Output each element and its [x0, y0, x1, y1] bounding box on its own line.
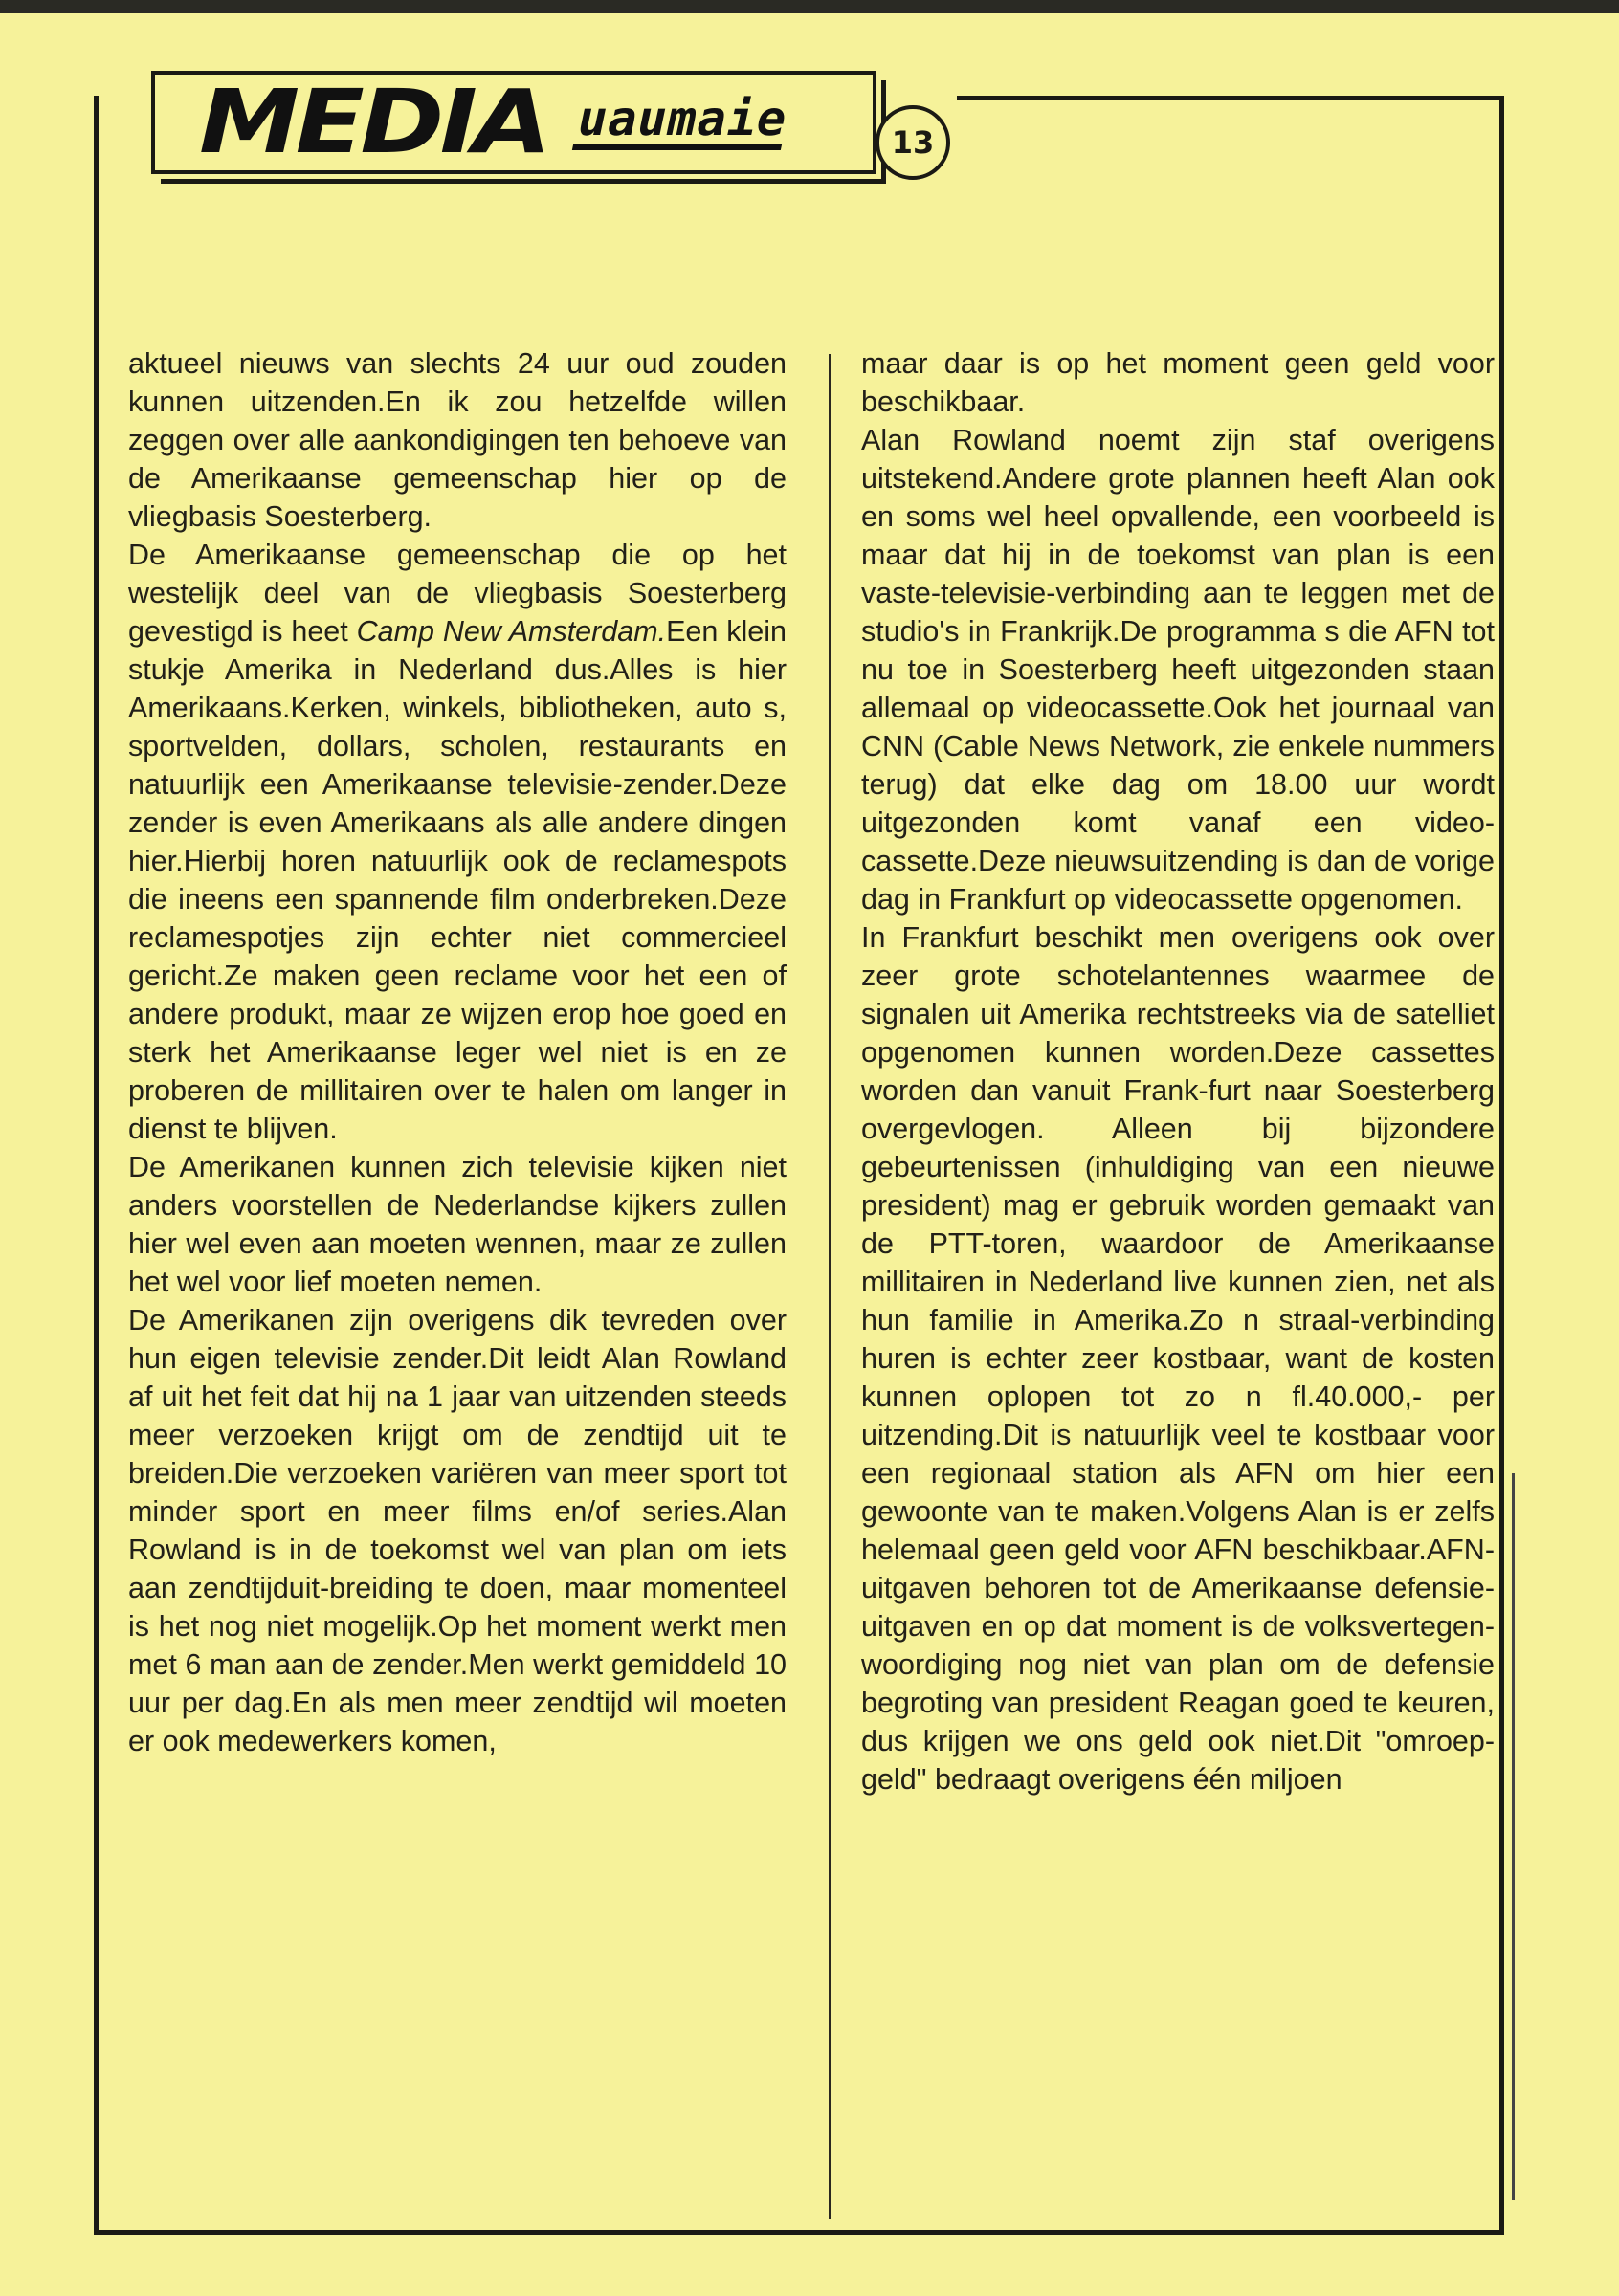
- camp-name-italic: Camp New Amsterdam.: [356, 615, 667, 648]
- right-column: [861, 344, 1504, 1799]
- frame-top-line: [957, 96, 1504, 100]
- logo-media-text: MEDIA: [199, 71, 547, 173]
- left-paragraph-3: De Amerikanen kunnen zich televisie kijken niet anders voorstellen de Nederlandse kijkers zullen hier wel even aan moeten wennen, maar ze zullen het wel voor lief moeten nemen.: [128, 1151, 787, 1298]
- right-paragraph-1: maar daar is op het moment geen geld voor beschikbaar.: [861, 347, 1495, 418]
- left-paragraph-2-end: Een klein stukje Amerika in Nederland dus.Alles is hier Amerikaans.Kerken, winkels, bibliotheken, auto s, sportvelden, dollars, scholen, restaurants en natuurlijk een Amerikaanse televisie-zender.Deze zender is even Amerikaans als alle andere dingen hier.Hierbij horen natuurlijk ook de reclamespots die ineens een spannende film onderbreken.Deze reclamespotjes zijn echter niet commercieel gericht.Ze maken geen reclame voor het een of andere produkt, maar ze wijzen erop hoe goed en sterk het Amerikaanse leger wel niet is en ze proberen de millitairen over te halen om langer in dienst te blijven.: [128, 615, 787, 1145]
- column-divider: [829, 354, 831, 2219]
- left-paragraph-1: aktueel nieuws van slechts 24 uur oud zouden kunnen uitzenden.En ik zou hetzelfde willen zeggen over alle aankondigingen ten behoeve van de Amerikaanse gemeenschap hier op de vliegbasis Soesterberg.: [128, 347, 787, 533]
- page-number-badge: 13: [876, 105, 950, 180]
- top-dark-strip: [0, 0, 1619, 13]
- header-logo-box: [151, 71, 876, 174]
- left-paragraph-4: De Amerikanen zijn overigens dik tevreden over hun eigen televisie zender.Dit leidt Alan Rowland af uit het feit dat hij na 1 jaar van uitzenden steeds meer verzoeken krijgt om de zendtijd uit te breiden.Die verzoeken variëren van meer sport tot minder sport en meer films en/of series.Alan Rowland is in de toekomst wel van plan om iets aan zendtijduit-breiding te doen, maar momenteel is het nog niet mogelijk.Op het moment werkt men met 6 man aan de zender.Men werkt gemiddeld 10 uur per dag.En als men meer zendtijd wil moeten er ook medewerkers komen,: [128, 1304, 787, 1757]
- left-paragraph-2-start: De Amerikaanse gemeenschap die op het westelijk deel van de vliegbasis Soesterberg gevestigd is heet: [128, 539, 787, 648]
- left-column: [128, 344, 787, 1760]
- right-paragraph-2: Alan Rowland noemt zijn staf overigens uitstekend.Andere grote plannen heeft Alan ook en soms wel heel opvallende, een voorbeeld is maar dat hij in de toekomst van plan is een vaste-televisie-verbinding aan te leggen met de studio's in Frankrijk.De programma s die AFN tot nu toe in Soesterberg heeft uitgezonden staan allemaal op videocassette.Ook het journaal van CNN (Cable News Network, zie enkele nummers terug) dat elke dag om 18.00 uur wordt uitgezonden komt vanaf een video-cassette.Deze nieuwsuitzending is dan de vorige dag in Frankfurt op videocassette opgenomen.: [861, 424, 1495, 916]
- right-paragraph-3: In Frankfurt beschikt men overigens ook over zeer grote schotelantennes waarmee de signalen uit Amerika rechtstreeks via de satelliet opgenomen kunnen worden.Deze cassettes worden dan vanuit Frank-furt naar Soesterberg overgevlogen. Alleen bij bijzondere gebeurtenissen (inhuldiging van een nieuwe president) mag er gebruik worden gemaakt van de PTT-toren, waardoor de Amerikaanse millitairen in Nederland live kunnen zien, net als hun familie in Amerika.Zo n straal-verbinding huren is echter zeer kostbaar, want de kosten kunnen oplopen tot zo n fl.40.000,- per uitzending.Dit is natuurlijk veel te kostbaar voor een regionaal station als AFN om hier een gewoonte van te maken.Volgens Alan is er zelfs helemaal geen geld voor AFN beschikbaar.AFN-uitgaven behoren tot de Amerikaanse defensie-uitgaven en op dat moment is de volksvertegen-woordiging nog niet van plan om de defensie begroting van president Reagan goed te keuren, dus krijgen we ons geld ook niet.Dit "omroep-geld" bedraagt overigens één miljoen: [861, 921, 1495, 1796]
- logo-subtitle: uaumaie: [572, 95, 792, 150]
- left-paragraph-2: [128, 536, 787, 1148]
- right-edge-mark: [1512, 1473, 1515, 2200]
